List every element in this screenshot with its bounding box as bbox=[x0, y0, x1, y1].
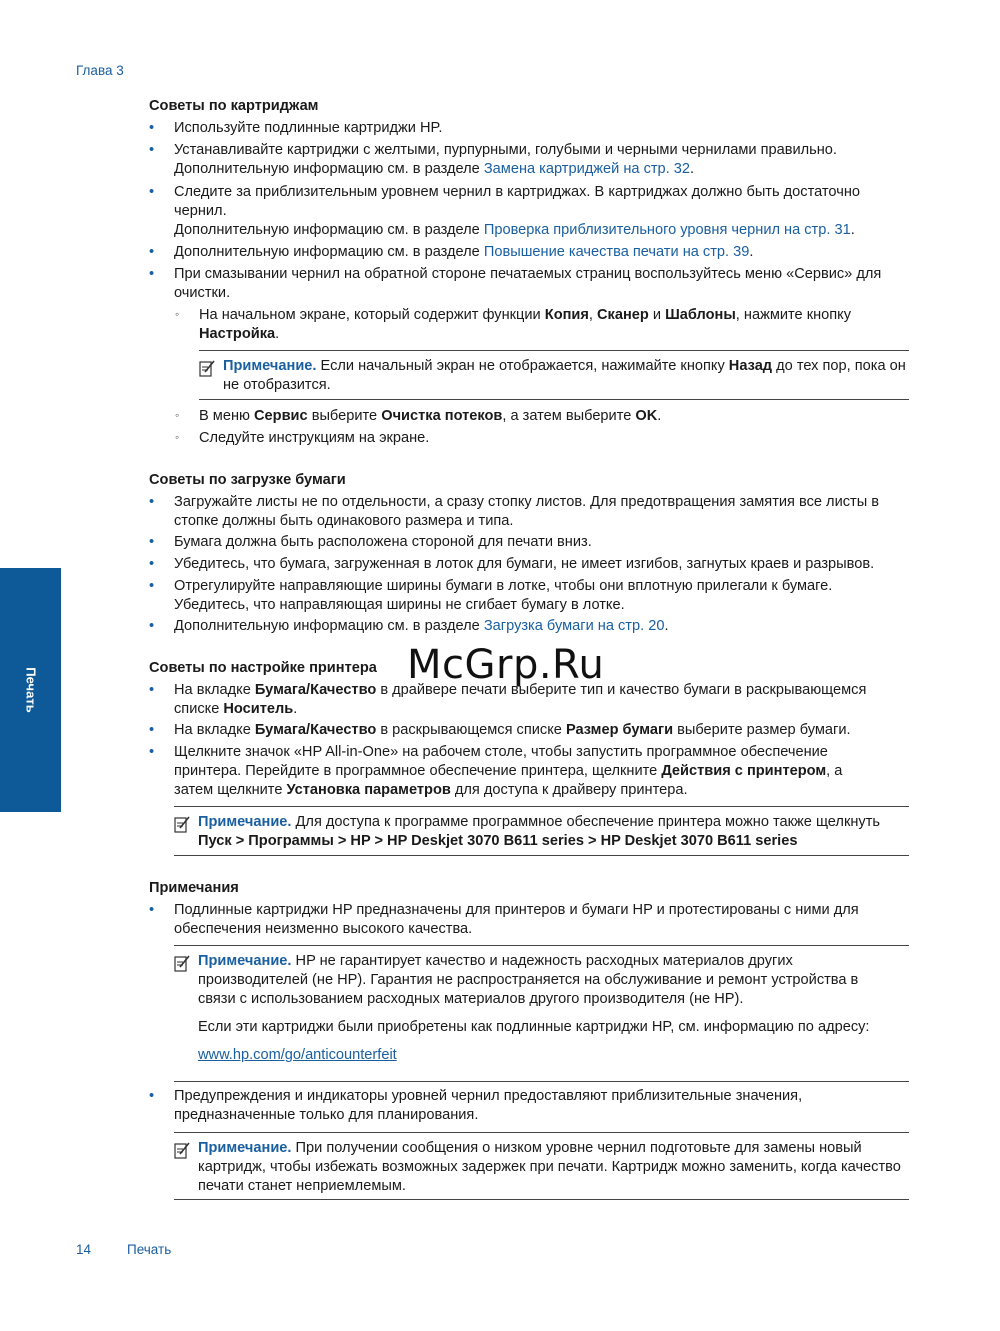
note-box: Примечание. HP не гарантирует качество и надежность расходных материалов других производителей (не HP). Гарантия не распространяется на обслуживание и ремонт устройства в связи с использованием расходных материалов другого производителя (не HP). Если эти картриджи были приобретены как подлинные картриджи HP, см. информацию по адресу: www.hp.com/go/anticounterfeit bbox=[174, 945, 909, 1082]
bullet-icon: • bbox=[149, 120, 155, 136]
note-pencil-icon bbox=[174, 1141, 190, 1159]
list-item: • Используйте подлинные картриджи HP. bbox=[149, 120, 443, 136]
list-item: • Устанавливайте картриджи с желтыми, пурпурными, голубыми и черными чернилами правильно. Дополнительную информацию см. в разделе Замена картриджей на стр. 32. bbox=[149, 142, 837, 177]
bullet-icon: • bbox=[149, 902, 155, 918]
side-tab bbox=[0, 568, 61, 812]
footer-section: Печать bbox=[127, 1242, 172, 1257]
note-pencil-icon bbox=[174, 954, 190, 972]
bullet-icon: • bbox=[149, 266, 155, 282]
bullet-icon: • bbox=[149, 494, 155, 510]
sub-list-item: ◦ В меню Сервис выберите Очистка потеков, а затем выберите OK. bbox=[175, 408, 662, 424]
link-load-paper[interactable]: Загрузка бумаги на стр. 20 bbox=[483, 618, 665, 634]
list-item: • Дополнительную информацию см. в разделе Повышение качества печати на стр. 39. bbox=[149, 244, 754, 260]
bullet-icon: • bbox=[149, 744, 155, 760]
bullet-icon: • bbox=[149, 184, 155, 200]
list-item: • На вкладке Бумага/Качество в драйвере печати выберите тип и качество бумаги в раскрывающемся списке Носитель. bbox=[149, 682, 867, 717]
link-anticounterfeit[interactable]: www.hp.com/go/anticounterfeit bbox=[198, 1047, 397, 1063]
note-box: Примечание. Если начальный экран не отображается, нажимайте кнопку Назад до тех пор, пока он не отобразится. bbox=[199, 350, 909, 400]
note-pencil-icon bbox=[174, 815, 190, 833]
list-item: • При смазывании чернил на обратной стороне печатаемых страниц воспользуйтесь меню «Сервис» для очистки. bbox=[149, 266, 882, 301]
link-ink-level[interactable]: Проверка приблизительного уровня чернил на стр. 31 bbox=[483, 222, 851, 238]
bullet-icon: • bbox=[149, 142, 155, 158]
list-item: • На вкладке Бумага/Качество в раскрывающемся списке Размер бумаги выберите размер бумаги. bbox=[149, 722, 851, 738]
list-item: • Щелкните значок «HP All-in-One» на рабочем столе, чтобы запустить программное обеспечение принтера. Перейдите в программное обеспечение принтера, щелкните Действия с принтером, а затем щелкните Установка параметров для доступа к драйверу принтера. bbox=[149, 744, 843, 798]
list-item: • Подлинные картриджи HP предназначены для принтеров и бумаги HP и протестированы с ними для обеспечения неизменно высокого качества. bbox=[149, 902, 859, 937]
bullet-icon: • bbox=[149, 722, 155, 738]
page-number: 14 bbox=[76, 1242, 92, 1257]
sub-list-item: ◦ На начальном экране, который содержит функции Копия, Сканер и Шаблоны, нажмите кнопку Настройка. bbox=[175, 307, 852, 342]
note-box: Примечание. Для доступа к программе программное обеспечение принтера можно также щелкнуть Пуск > Программы > HP > HP Deskjet 3070 B611 series > HP Deskjet 3070 B611 series bbox=[174, 806, 909, 856]
list-item: • Дополнительную информацию см. в разделе Загрузка бумаги на стр. 20. bbox=[149, 618, 669, 634]
list-item: • Предупреждения и индикаторы уровней чернил предоставляют приблизительные значения, предназначенные только для планирования. bbox=[149, 1088, 803, 1123]
bullet-icon: • bbox=[149, 618, 155, 634]
list-item: • Следите за приблизительным уровнем чернил в картриджах. В картриджах должно быть достаточно чернил. Дополнительную информацию см. в разделе Проверка приблизительного уровня чернил на стр. 31. bbox=[149, 184, 860, 238]
list-item: • Бумага должна быть расположена стороной для печати вниз. bbox=[149, 534, 592, 550]
circle-bullet-icon: ◦ bbox=[175, 430, 180, 444]
bullet-icon: • bbox=[149, 1088, 155, 1104]
note-label: Примечание. bbox=[198, 953, 292, 969]
section-title-paper: Советы по загрузке бумаги bbox=[149, 472, 346, 488]
note-label: Примечание. bbox=[198, 1140, 292, 1156]
list-item: • Отрегулируйте направляющие ширины бумаги в лотке, чтобы они вплотную прилегали к бумаге. Убедитесь, что направляющая ширины не сгибает бумагу в лотке. bbox=[149, 578, 833, 613]
note-label: Примечание. bbox=[223, 358, 317, 374]
note-pencil-icon bbox=[199, 359, 215, 377]
bullet-icon: • bbox=[149, 682, 155, 698]
side-tab-label: Печать bbox=[23, 667, 38, 713]
chapter-header: Глава 3 bbox=[76, 63, 124, 78]
section-title-cartridges: Советы по картриджам bbox=[149, 98, 319, 114]
link-replace-cartridges[interactable]: Замена картриджей на стр. 32 bbox=[483, 161, 691, 177]
sub-list-item: ◦ Следуйте инструкциям на экране. bbox=[175, 430, 430, 446]
section-title-notes: Примечания bbox=[149, 880, 239, 896]
watermark: McGrp.Ru bbox=[407, 642, 605, 688]
note-box: Примечание. При получении сообщения о низком уровне чернил подготовьте для замены новый картридж, чтобы избежать возможных задержек при печати. Картридж можно заменить, когда качество печати станет неприемлемым. bbox=[174, 1132, 909, 1200]
circle-bullet-icon: ◦ bbox=[175, 408, 180, 422]
section-title-printer: Советы по настройке принтера bbox=[149, 660, 377, 676]
note-label: Примечание. bbox=[198, 814, 292, 830]
bullet-icon: • bbox=[149, 244, 155, 260]
bullet-icon: • bbox=[149, 556, 155, 572]
link-print-quality[interactable]: Повышение качества печати на стр. 39 bbox=[483, 244, 750, 260]
list-item: • Загружайте листы не по отдельности, а сразу стопку листов. Для предотвращения замятия все листы в стопке должны быть одинакового размера и типа. bbox=[149, 494, 879, 529]
bullet-icon: • bbox=[149, 578, 155, 594]
bullet-icon: • bbox=[149, 534, 155, 550]
circle-bullet-icon: ◦ bbox=[175, 307, 180, 321]
list-item: • Убедитесь, что бумага, загруженная в лоток для бумаги, не имеет изгибов, загнутых краев и разрывов. bbox=[149, 556, 875, 572]
